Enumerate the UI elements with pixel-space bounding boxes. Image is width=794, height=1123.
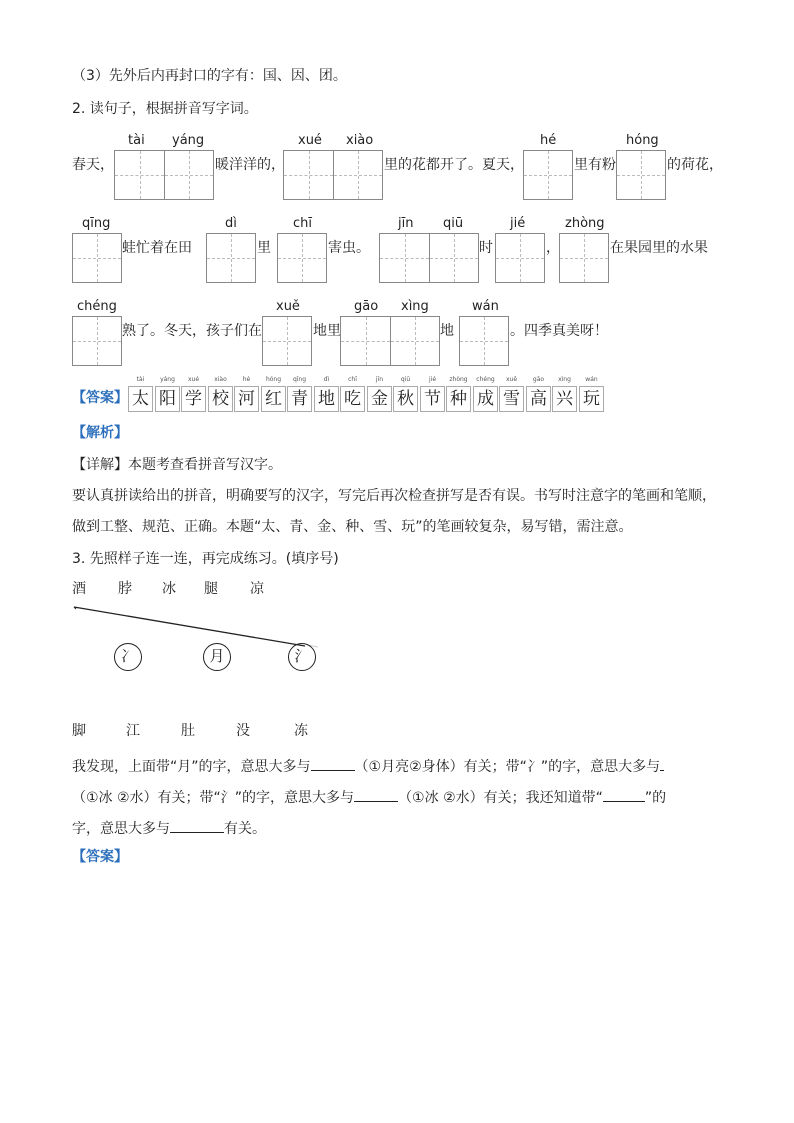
- answer-char: 河: [234, 386, 259, 412]
- pinyin-jin: jīn: [398, 216, 414, 231]
- fill-line-3-a: 字，意思大多与: [72, 821, 170, 837]
- example-connection-line: [74, 607, 305, 646]
- q2-title: 2. 读句子，根据拼音写字词。: [72, 101, 258, 117]
- answer-char: 太: [128, 386, 153, 412]
- pinyin-chi: chī: [293, 216, 312, 231]
- row1-text-3: 里的花都开了。夏天，: [384, 157, 524, 173]
- pinyin-qing: qīng: [82, 216, 111, 231]
- detail-tag: 【详解】: [72, 457, 128, 473]
- pinyin-yang: yáng: [172, 133, 205, 148]
- answer-pinyin: jié: [428, 376, 437, 383]
- pinyin-xing: xìng: [401, 299, 429, 314]
- pinyin-wan: wán: [472, 299, 499, 314]
- pinyin-tai: tài: [128, 133, 145, 148]
- top-char-1: 酒: [72, 581, 86, 597]
- answer-pinyin: xué: [187, 376, 200, 383]
- pinyin-zhong: zhòng: [565, 216, 605, 231]
- analysis-para-1: 要认真拼读给出的拼音，明确要写的汉字，写完后再次检查拼写是否有误。书写时注意字的笔画和笔顺，: [72, 488, 716, 504]
- pinyin-he: hé: [540, 133, 557, 148]
- answer-char: 吃: [340, 386, 365, 412]
- row2-text-2: 里: [257, 240, 271, 256]
- pinyin-jie: jié: [510, 216, 526, 231]
- pinyin-xiao: xiào: [346, 133, 374, 148]
- answer-tag: 【答案】: [72, 390, 128, 406]
- fill-line-2-a: （①冰 ②水）有关；带“氵”的字，意思大多与: [72, 790, 355, 806]
- fill-line-2: [72, 787, 666, 807]
- bottom-char-2: 江: [126, 723, 140, 739]
- radical-circle-yue[interactable]: 月: [203, 643, 231, 671]
- pinyin-di: dì: [225, 216, 237, 231]
- answer-pinyin: chī: [348, 376, 357, 383]
- top-char-2: 脖: [118, 581, 132, 597]
- fill-line-1-a: 我发现，上面带“月”的字，意思大多与: [72, 759, 311, 775]
- row2-text-6: 在果园里的水果: [610, 240, 708, 256]
- blank-2[interactable]: [660, 756, 664, 771]
- detail-text: 本题考查看拼音写汉字。: [128, 457, 282, 473]
- answer-char: 学: [181, 386, 206, 412]
- answer-char: 节: [420, 386, 445, 412]
- fill-line-2-c: ”的: [644, 790, 667, 806]
- analysis-tag: 【解析】: [72, 425, 128, 441]
- bottom-char-5: 冻: [294, 723, 308, 739]
- answer-pinyin: chéng: [476, 376, 495, 383]
- row1-text-1: 春天，: [72, 157, 114, 173]
- blank-5[interactable]: [170, 818, 224, 833]
- row2-text-5: ，: [546, 240, 560, 256]
- answer-pinyin: jīn: [375, 376, 384, 383]
- row1-text-2: 暖洋洋的，: [215, 157, 285, 173]
- pinyin-qiu: qiū: [443, 216, 464, 231]
- bottom-char-4: 没: [236, 723, 250, 739]
- answer-char: 阳: [155, 386, 180, 412]
- row3-text-4: 。四季真美呀！: [510, 323, 608, 339]
- answer-pinyin: qiū: [400, 376, 411, 383]
- answer-char: 秋: [393, 386, 418, 412]
- bottom-char-1: 脚: [72, 723, 86, 739]
- fill-line-3-b: 有关。: [224, 821, 266, 837]
- fill-line-3: [72, 818, 266, 838]
- fill-line-1-b: （①月亮②身体）有关；带“冫”的字，意思大多与: [354, 759, 661, 775]
- row3-text-2: 地里: [313, 323, 341, 339]
- fill-line-2-b: （①冰 ②水）有关；我还知道带“: [398, 790, 603, 806]
- pinyin-xue: xué: [298, 133, 322, 148]
- answer-char: 金: [367, 386, 392, 412]
- answer-pinyin: qīng: [292, 376, 307, 383]
- bottom-char-3: 肚: [181, 723, 195, 739]
- fill-line-1: [72, 756, 664, 776]
- answer-char: 种: [446, 386, 471, 412]
- pinyin-hong: hóng: [626, 133, 659, 148]
- row2-text-3: 害虫。: [328, 240, 370, 256]
- answer-pinyin: xuě: [505, 376, 518, 383]
- pinyin-xue2: xuě: [276, 299, 300, 314]
- top-char-4: 腿: [204, 581, 218, 597]
- row2-text-1: 蛙忙着在田: [122, 240, 192, 256]
- radical-circle-bing[interactable]: 冫: [114, 643, 142, 671]
- answer-char: 兴: [552, 386, 577, 412]
- blank-1[interactable]: [311, 756, 355, 771]
- answer-pinyin: hé: [242, 376, 251, 383]
- answer-pinyin: tài: [136, 376, 145, 383]
- analysis-para-2: 做到工整、规范、正确。本题“太、青、金、种、雪、玩”的笔画较复杂，易写错，需注意。: [72, 519, 633, 535]
- answer-char: 高: [526, 386, 551, 412]
- answer-pinyin: xìng: [558, 376, 571, 383]
- q3-title: 3. 先照样子连一连，再完成练习。(填序号): [72, 551, 339, 567]
- answer-pinyin: zhòng: [449, 376, 468, 383]
- row1-text-5: 的荷花，: [667, 157, 723, 173]
- top-char-5: 凉: [250, 581, 264, 597]
- answer-pinyin: yáng: [160, 376, 175, 383]
- answer-pinyin: gāo: [532, 376, 545, 383]
- pinyin-gao: gāo: [354, 299, 379, 314]
- radical-circle-shui[interactable]: 氵: [288, 643, 316, 671]
- answer-char: 雪: [499, 386, 524, 412]
- row2-text-4: 时: [479, 240, 493, 256]
- answer-char: 玩: [579, 386, 604, 412]
- q3-answer-tag: 【答案】: [72, 849, 128, 865]
- answer-char: 青: [287, 386, 312, 412]
- answer-char: 成: [473, 386, 498, 412]
- answer-char: 地: [314, 386, 339, 412]
- intro-line: （3）先外后内再封口的字有：国、因、团。: [72, 68, 347, 84]
- answer-pinyin: hóng: [265, 376, 282, 383]
- row3-text-3: 地: [440, 323, 454, 339]
- answer-pinyin: xiào: [214, 376, 227, 383]
- pinyin-cheng: chéng: [77, 299, 117, 314]
- row1-text-4: 里有粉: [574, 157, 616, 173]
- answer-char: 红: [261, 386, 286, 412]
- top-char-3: 冰: [162, 581, 176, 597]
- blank-3[interactable]: [354, 787, 398, 802]
- answer-char: 校: [208, 386, 233, 412]
- answer-pinyin: wán: [585, 376, 598, 383]
- blank-4[interactable]: [603, 787, 645, 802]
- row3-text-1: 熟了。冬天，孩子们在: [122, 323, 262, 339]
- answer-pinyin: dì: [323, 376, 330, 383]
